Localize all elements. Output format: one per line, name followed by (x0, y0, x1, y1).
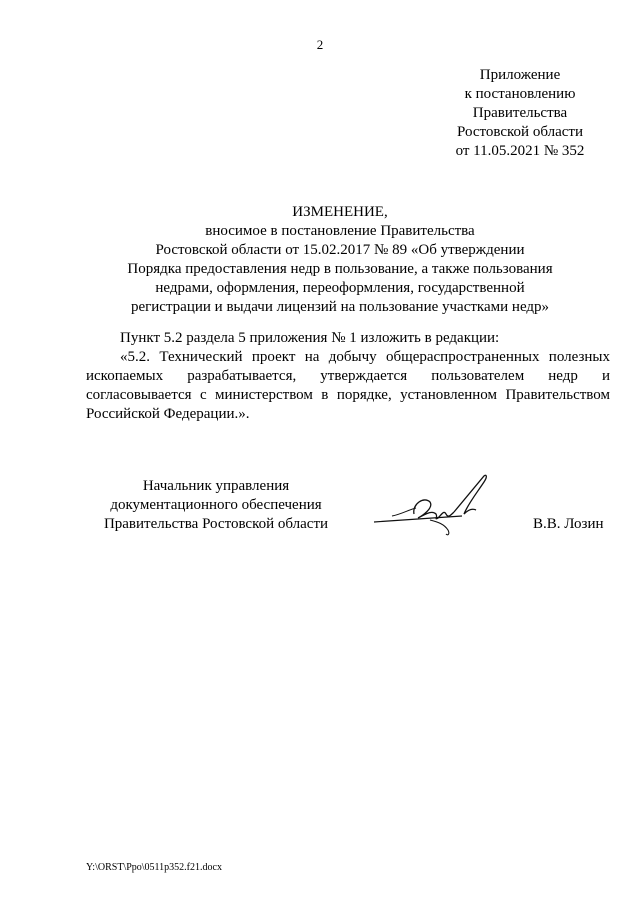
signatory-position (86, 477, 346, 534)
position-line: Начальник управления (142, 478, 290, 494)
title-line: регистрации и выдачи лицензий на пользование участками недр» (130, 299, 550, 315)
appendix-line: Приложение (479, 67, 561, 83)
title-line: Порядка предоставления недр в пользование, а также пользования (127, 261, 553, 277)
title-line: недрами, оформления, переоформления, государственной (155, 280, 525, 296)
appendix-line: от 11.05.2021 № 352 (455, 143, 585, 159)
handwritten-signature (372, 470, 522, 540)
appendix-line: Правительства (472, 105, 568, 121)
document-body (86, 329, 610, 424)
appendix-header (420, 66, 620, 161)
footer-file-path: Y:\ORST\Ppo\0511p352.f21.docx (86, 862, 222, 873)
appendix-line: к постановлению (464, 86, 576, 102)
title-heading: ИЗМЕНЕНИЕ, (292, 204, 388, 220)
position-line: документационного обеспечения (110, 497, 322, 513)
signatory-name: В.В. Лозин (533, 516, 604, 532)
appendix-line: Ростовской области (457, 124, 583, 140)
quoted-paragraph: «5.2. Технический проект на добычу общераспространенных полезных ископаемых разрабатывается, утверждается пользователем недр и согласовывается с министерством в порядке, установленном Правительством Российской Федерации.». (86, 349, 610, 422)
page-number: 2 (316, 37, 324, 52)
position-line: Правительства Ростовской области (103, 516, 329, 532)
title-line: вносимое в постановление Правительства (205, 223, 475, 239)
intro-paragraph: Пункт 5.2 раздела 5 приложения № 1 изложить в редакции: (120, 330, 500, 346)
title-line: Ростовской области от 15.02.2017 № 89 «Об утверждении (155, 242, 525, 258)
document-title (60, 203, 620, 317)
